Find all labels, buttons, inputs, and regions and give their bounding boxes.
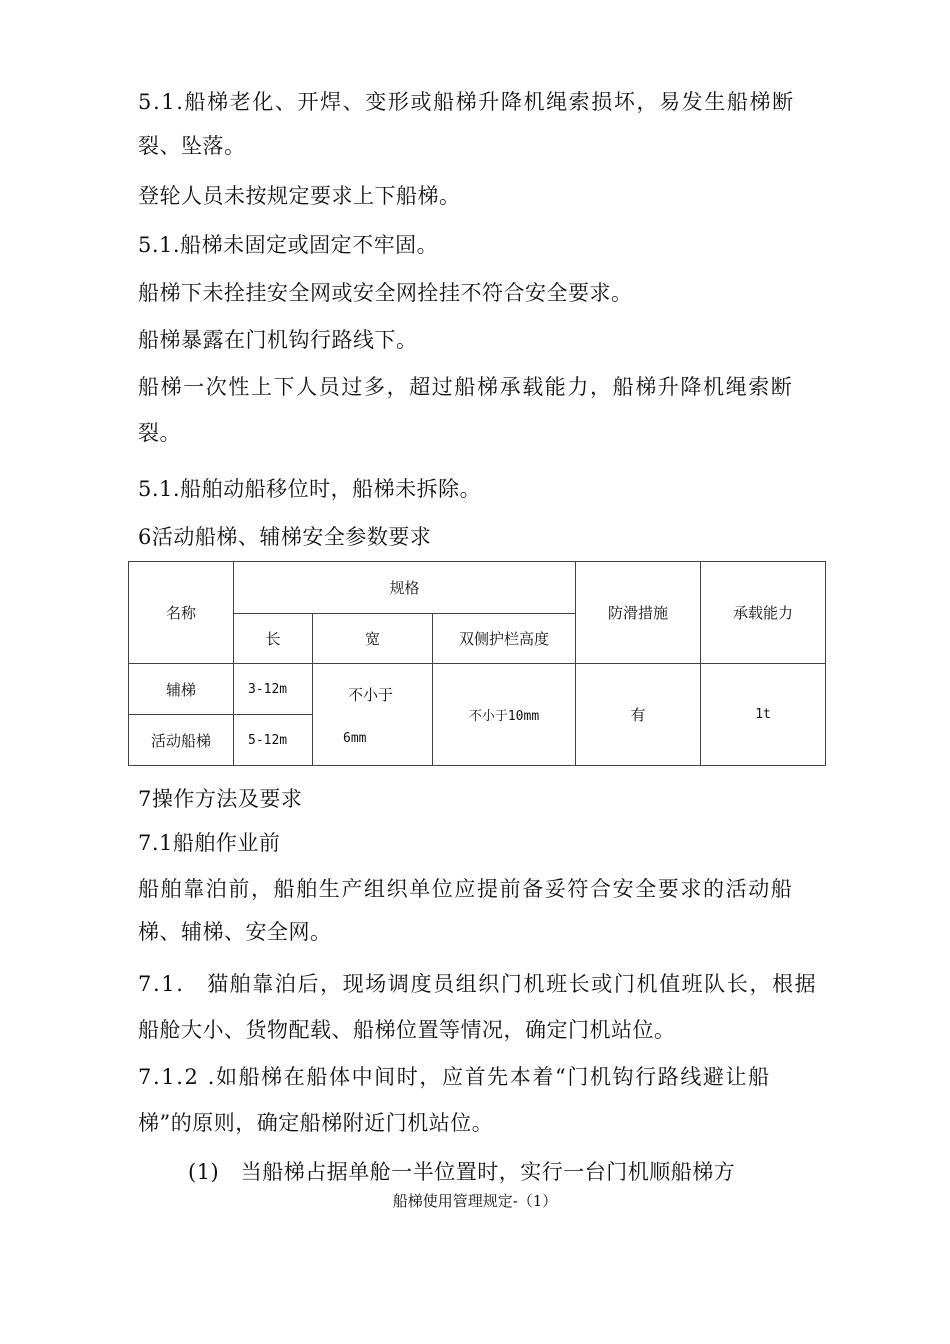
row-length: 3-12m [234,664,313,715]
header-length: 长 [234,614,313,664]
shared-anti-slip: 有 [576,664,701,766]
row-name: 辅梯 [129,664,234,715]
width-line1: 不小于 [348,685,394,704]
list-item: (1) 当船梯占据单舱一半位置时，实行一台门机顺船梯方 [188,1160,736,1184]
paragraph: 船梯暴露在门机钩行路线下。 [138,328,418,352]
paragraph: 5.1.船梯未固定或固定不牢固。 [138,233,439,257]
table-row [129,664,826,715]
section-heading: 7操作方法及要求 [138,787,303,811]
paragraph: 登轮人员未按规定要求上下船梯。 [138,184,461,208]
section-heading: 6活动船梯、辅梯安全参数要求 [138,525,432,549]
shared-capacity: 1t [701,664,826,766]
subsection-heading: 7.1船舶作业前 [138,831,281,855]
paragraph: 7.1.2 .如船梯在船体中间时，应首先本着“门机钩行路线避让船 [138,1065,771,1089]
paragraph: 5.1.船舶动船移位时，船梯未拆除。 [138,477,482,501]
safety-parameter-table [128,561,826,766]
paragraph: 船舱大小、货物配载、船梯位置等情况，确定门机站位。 [138,1018,676,1042]
header-anti-slip: 防滑措施 [576,562,701,664]
row-length: 5-12m [234,715,313,766]
paragraph: 船梯一次性上下人员过多，超过船梯承载能力，船梯升降机绳索断 [138,375,794,399]
paragraph: 裂、坠落。 [138,134,246,158]
paragraph: 梯”的原则，确定船梯附近门机站位。 [138,1111,494,1135]
paragraph: 7.1. 猫舶靠泊后，现场调度员组织门机班长或门机值班队长，根据 [138,972,818,996]
paragraph: 梯、辅梯、安全网。 [138,920,332,944]
shared-rail-height: 不小于10mm [433,664,576,766]
header-capacity: 承载能力 [701,562,826,664]
page-footer: 船梯使用管理规定-（1） [392,1192,558,1210]
paragraph: 5.1.船梯老化、开焊、变形或船梯升降机绳索损坏，易发生船梯断 [138,90,795,114]
paragraph: 船梯下未拴挂安全网或安全网拴挂不符合安全要求。 [138,281,633,305]
header-rail-height: 双侧护栏高度 [433,614,576,664]
header-width: 宽 [313,614,433,664]
header-spec: 规格 [234,562,576,614]
shared-width-cell [313,664,433,766]
row-name: 活动船梯 [129,715,234,766]
width-line2: 6mm [343,730,367,746]
paragraph: 裂。 [138,421,181,445]
paragraph: 船舶靠泊前，船舶生产组织单位应提前备妥符合安全要求的活动船 [138,877,794,901]
header-name: 名称 [129,562,234,664]
